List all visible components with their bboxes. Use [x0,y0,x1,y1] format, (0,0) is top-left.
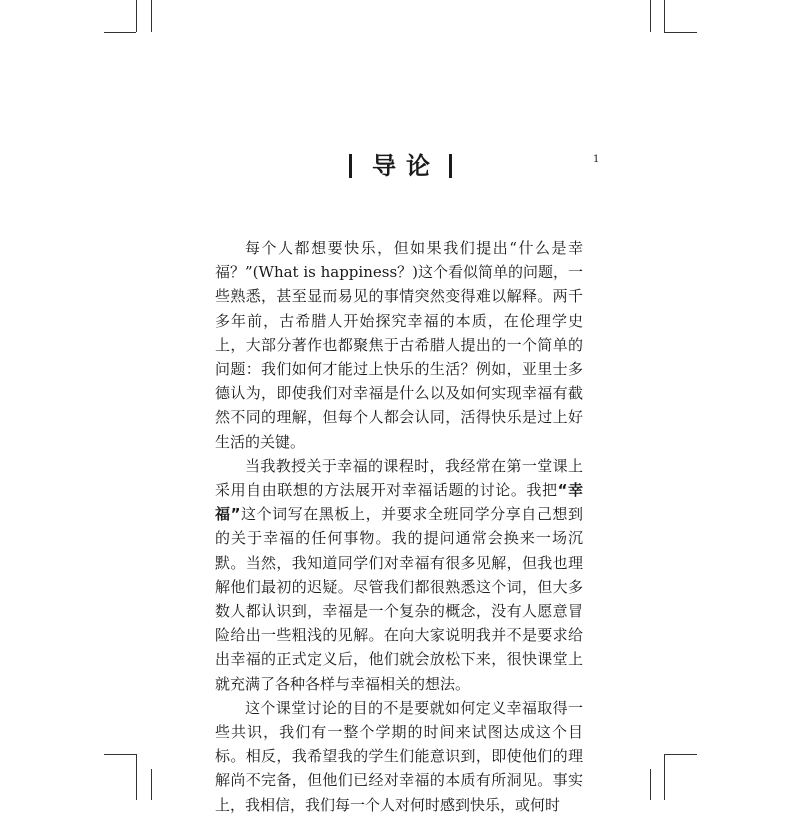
crop-mark [151,769,152,800]
crop-mark [664,754,665,800]
crop-mark [151,0,152,32]
crop-mark [664,754,697,755]
paragraph-1: 每个人都想要快乐，但如果我们提出“什么是幸福？”(What is happiness？)这个看似简单的问题，一些熟悉，甚至显而易见的事情突然变得难以解释。两千多年前，古希腊人开始探究幸福的本质，在伦理学史上，大部分著作也都聚焦于古希腊人提出的一个简单的问题：我们如何才能过上快乐的生活？例如，亚里士多德认为，即使我们对幸福是什么以及如何实现幸福有截然不同的理解，但每个人都会认同，活得快乐是过上好生活的关键。 [215,239,583,451]
crop-mark [136,0,137,32]
paragraph-3: 这个课堂讨论的目的不是要就如何定义幸福取得一些共识，我们有一整个学期的时间来试图达成这个目标。相反，我希望我的学生们能意识到，即使他们的理解尚不完备，但他们已经对幸福的本质有所洞见。事实上，我相信，我们每一个人对何时感到快乐，或何时 [215,698,583,814]
bold-term: “幸福” [215,481,583,524]
body-text [215,236,583,817]
title-bar-right [449,154,452,178]
crop-mark [104,754,136,755]
paragraph-2-after: 这个词写在黑板上，并要求全班同学分享自己想到的关于幸福的任何事物。我的提问通常会换来一场沉默。当然，我知道同学们对幸福有很多见解，但我也理解他们最初的迟疑。尽管我们都很熟悉这个词，但大多数人都认识到，幸福是一个复杂的概念，没有人愿意冒险给出一些粗浅的见解。在向大家说明我并不是要求给出幸福的正式定义后，他们就会放松下来，很快课堂上就充满了各种各样与幸福相关的想法。 [215,505,583,693]
crop-mark [664,0,665,32]
page-number: 1 [593,154,600,165]
crop-mark [650,769,651,800]
title-bar-left [349,154,352,178]
crop-mark [104,32,136,33]
chapter-heading [0,150,800,186]
crop-mark [136,754,137,800]
crop-mark [650,0,651,32]
chapter-title: 导论 [372,151,440,180]
paragraph-2 [215,454,583,696]
crop-mark [664,32,697,33]
paragraph-2-before: 当我教授关于幸福的课程时，我经常在第一堂课上采用自由联想的方法展开对幸福话题的讨论。我把 [215,456,583,500]
